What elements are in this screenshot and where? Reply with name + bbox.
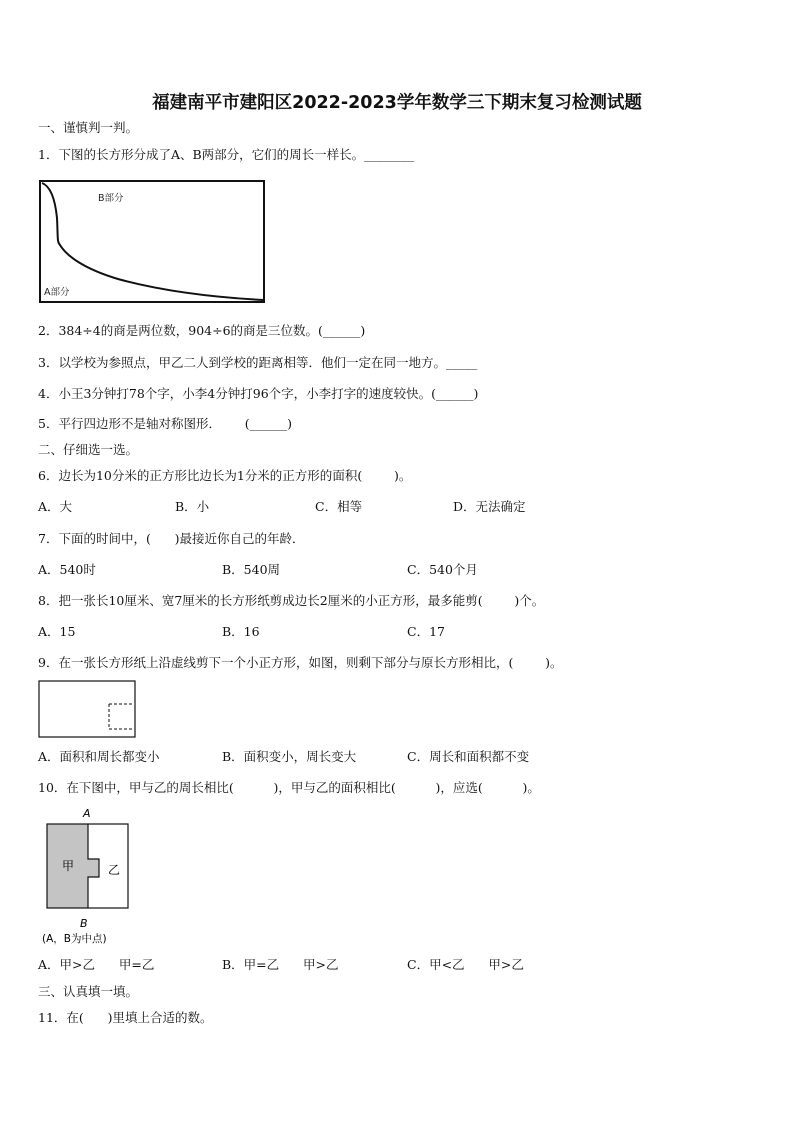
question-5: 5．平行四边形不是轴对称图形． (______) (38, 416, 293, 431)
page-title: 福建南平市建阳区2022-2023学年数学三下期末复习检测试题 (152, 93, 642, 113)
q9-option-c: C．周长和面积都不变 (407, 749, 530, 764)
q8-option-a: A．15 (38, 624, 76, 639)
q6-option-b: B．小 (175, 499, 210, 514)
label-point-a: A (83, 807, 91, 820)
q7-option-a: A．540时 (38, 562, 96, 577)
label-point-b: B (80, 917, 88, 930)
section-heading-judge: 一、谨慎判一判。 (38, 120, 139, 135)
q6-option-c: C．相等 (315, 499, 363, 514)
question-9: 9．在一张长方形纸上沿虚线剪下一个小正方形，如图，则剩下部分与原长方形相比，( )。 (38, 655, 563, 670)
q10-caption: (A，B为中点) (42, 933, 107, 945)
q6-option-d: D．无法确定 (453, 499, 526, 514)
q8-option-b: B．16 (222, 624, 260, 639)
question-1: 1．下图的长方形分成了A、B两部分，它们的周长一样长。________ (38, 147, 415, 162)
label-jia: 甲 (62, 859, 75, 873)
question-7: 7．下面的时间中，( )最接近你自己的年龄． (38, 531, 305, 546)
label-yi: 乙 (108, 863, 121, 877)
q10-option-b: B．甲=乙 甲>乙 (222, 957, 339, 972)
question-8: 8．把一张长10厘米、宽7厘米的长方形纸剪成边长2厘米的小正方形，最多能剪( )个。 (38, 593, 545, 608)
q10-option-c: C．甲<乙 甲>乙 (407, 957, 524, 972)
q8-option-c: C．17 (407, 624, 445, 639)
question-3: 3．以学校为参照点，甲乙二人到学校的距离相等．他们一定在同一地方。_____ (38, 355, 478, 370)
q9-option-a: A．面积和周长都变小 (38, 749, 160, 764)
q9-option-b: B．面积变小，周长变大 (222, 749, 357, 764)
section-heading-choose: 二、仔细选一选。 (38, 442, 139, 457)
label-part-b: B部分 (98, 193, 124, 204)
question-2: 2．384÷4的商是两位数，904÷6的商是三位数。(______) (38, 323, 366, 338)
section-heading-fill: 三、认真填一填。 (38, 984, 139, 999)
question-6: 6．边长为10分米的正方形比边长为1分米的正方形的面积( )。 (38, 468, 412, 483)
q1-rectangle-figure (38, 178, 268, 306)
q10-option-a: A．甲>乙 甲=乙 (38, 957, 155, 972)
question-11: 11．在( )里填上合适的数。 (38, 1010, 213, 1025)
question-10: 10．在下图中，甲与乙的周长相比( )，甲与乙的面积相比( )，应选( )。 (38, 780, 540, 795)
q7-option-c: C．540个月 (407, 562, 478, 577)
q10-square-figure (38, 806, 148, 948)
label-part-a: A部分 (44, 287, 70, 298)
q6-option-a: A．大 (38, 499, 73, 514)
question-4: 4．小王3分钟打78个字，小李4分钟打96个字，小李打字的速度较快。(______) (38, 386, 479, 401)
q9-cut-rectangle-figure (38, 680, 138, 740)
q7-option-b: B．540周 (222, 562, 281, 577)
